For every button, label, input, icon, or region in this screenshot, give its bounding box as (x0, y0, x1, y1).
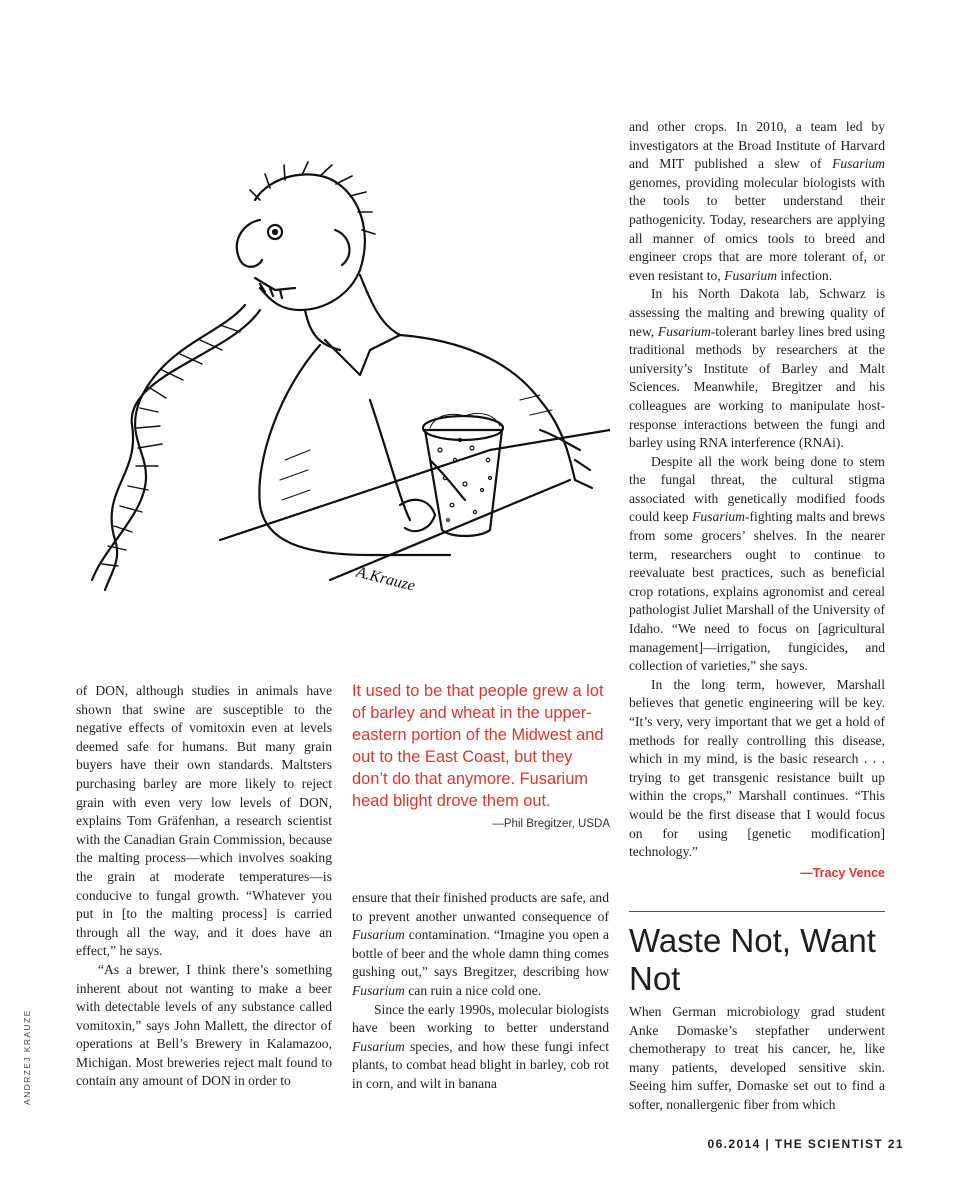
column-3 (629, 118, 885, 880)
sidebar-paragraph: When German microbiology grad student Anke Domaske’s stepfather underwent chemotherapy to treat his cancer, he, like many patients, developed sensitive skin. Seeing him suffer, Domaske set out to find a softer, nonallergenic fiber from which (629, 1004, 885, 1112)
pull-quote-text: It used to be that people grew a lot of barley and wheat in the upper-eastern portion of the Midwest and out to the East Coast, but they don’t do that anymore. Fusarium head blight drove them out. (352, 682, 604, 810)
sidebar-heading: Waste Not, Want Not (629, 922, 876, 997)
column-2-paragraph-2: Since the early 1990s, molecular biologists have been working to better understand Fusarium species, and how these fungi infect plants, to combat head blight in barley, cob rot in corn, and wilt in banana (352, 1001, 609, 1091)
torso-outline (259, 345, 450, 555)
cartoon-illustration (70, 160, 610, 615)
section-divider (629, 911, 885, 912)
column-1 (76, 682, 332, 1091)
photo-credit: ANDRZEJ KRAUZE (22, 1009, 32, 1105)
dna-strand-b (105, 310, 260, 590)
pull-quote (352, 680, 610, 830)
pull-quote-attribution: —Phil Bregitzer, USDA (492, 818, 610, 830)
sidebar-body (629, 1003, 885, 1115)
column-2 (352, 889, 609, 1094)
page-footer: 06.2014 | THE SCIENTIST 21 (707, 1137, 904, 1151)
column-3-paragraph-3: Despite all the work being done to stem the fungal threat, the cultural stigma associated with genetically modified foods could keep Fusarium-fighting malts and brews from some grocers’ shelves. In the nearer term, researchers ought to continue to reevaluate best practices, such as beneficial crop rotations, explains agronomist and cereal pathologist Juliet Marshall of the University of Idaho. “We need to focus on [agricultural management]—irrigation, fungicides, and collection of varieties,” she says. (629, 453, 885, 674)
author-byline: —Tracy Vence (800, 865, 885, 880)
column-3-paragraph-4: In the long term, however, Marshall believes that genetic engineering will be key. “It’s very, very important that we get a hold of methods for really controlling this disease, which in my mind, is the basic research . . . trying to get transgenic resistance built up within the crops,” Marshall continues. “This would be the first disease that I would focus on for using [genetic modification] technology.” (629, 676, 885, 860)
column-1-paragraph-2: “As a brewer, I think there’s something inherent about not wanting to make a beer with detectable levels of any substance called vomitoxin,” says John Mallett, the director of operations at Bell’s Brewery in Kalamazoo, Michigan. Most breweries reject malt found to contain any amount of DON in order to (76, 961, 332, 1089)
column-2-paragraph-1: ensure that their finished products are safe, and to prevent another unwanted consequence of Fusarium contamination. “Imagine you open a bottle of beer and the whole damn thing comes gushing out,” says Bregitzer, describing how Fusarium can ruin a nice cold one. (352, 890, 609, 998)
column-3-paragraph-1: and other crops. In 2010, a team led by investigators at the Broad Institute of Harvard and MIT published a slew of Fusarium genomes, providing molecular biologists with the tools to better understand their pathogenicity. Today, researchers are applying all manner of omics tools to breed and engineer crops that are more tolerant of, or even resistant to, Fusarium infection. (629, 119, 885, 283)
column-3-paragraph-2: In his North Dakota lab, Schwarz is assessing the malting and brewing quality of new, Fusarium-tolerant barley lines bred using traditional methods by researchers at the university’s Institute of Barley and Malt Sciences. Meanwhile, Bregitzer and his colleagues are working to manipulate host-response interactions between the fungi and barley using RNA interference (RNAi). (629, 286, 886, 451)
column-1-paragraph-1: of DON, although studies in animals have shown that swine are susceptible to the negative effects of vomitoxin even at levels deemed safe for humans. But many grain buyers have their own standards. Maltsters purchasing barley are more likely to reject grain with even very low levels of DON, explains Tom Gräfenhan, a research scientist with the Canadian Grain Commission, because the malting process—which involves soaking the grain at moderate temperatures—is conducive to fungal growth. “Whatever you put in [to the malting process] is carried through all the way, and it does have an effect,” he says. (76, 683, 332, 959)
artist-signature: A.Krauze (354, 563, 417, 595)
